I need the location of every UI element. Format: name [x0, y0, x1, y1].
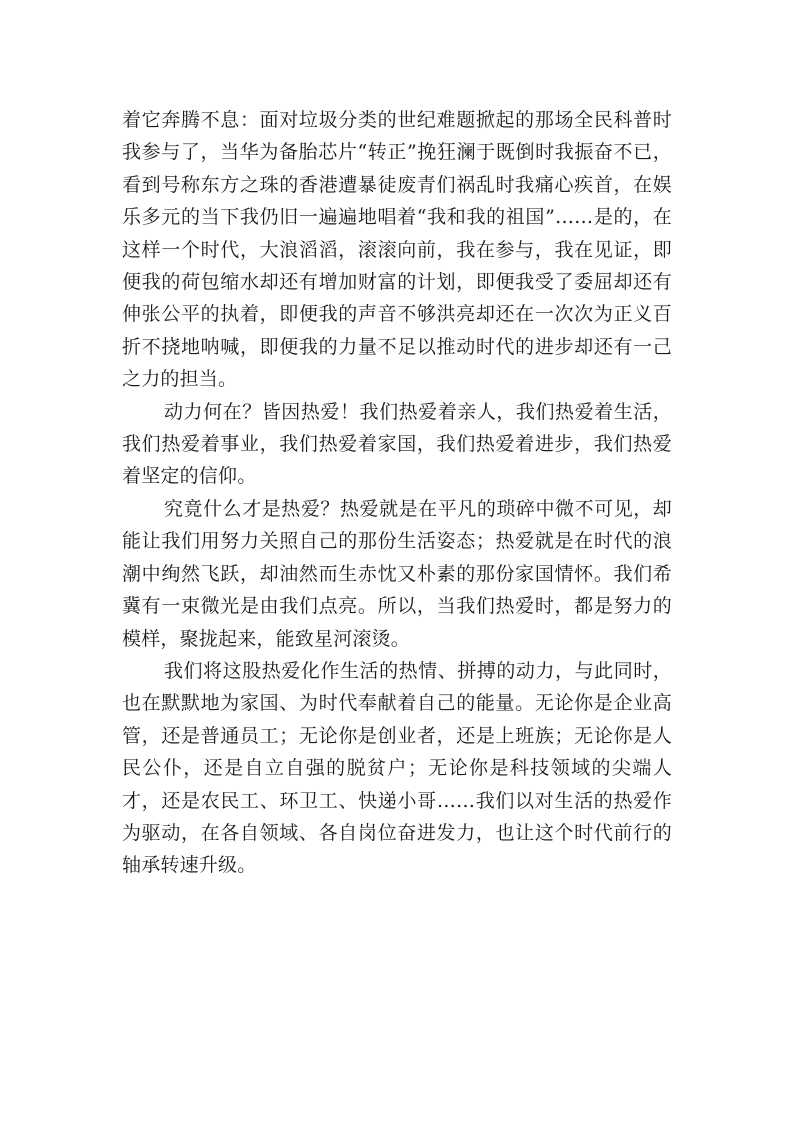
- paragraph-3: 究竟什么才是热爱？热爱就是在平凡的琐碎中微不可见，却能让我们用努力关照自己的那份生活姿态；热爱就是在时代的浪潮中绚然飞跃，却油然而生赤忱又朴素的那份家国情怀。我们希冀有一束微光是由我们点亮。所以，当我们热爱时，都是努力的模样，聚拢起来，能致星河滚烫。: [122, 497, 672, 650]
- document-body: [122, 104, 672, 882]
- paragraph-1: 着它奔腾不息：面对垃圾分类的世纪难题掀起的那场全民科普时我参与了，当华为备胎芯片“转正”挽狂澜于既倒时我振奋不已，看到号称东方之珠的香港遭暴徒废青们祸乱时我痛心疾首，在娱乐多元的当下我仍旧一遍遍地唱着“我和我的祖国”……是的，在这样一个时代，大浪滔滔，滚滚向前，我在参与，我在见证，即便我的荷包缩水却还有增加财富的计划，即便我受了委屈却还有伸张公平的执着，即便我的声音不够洪亮却还在一次次为正义百折不挠地呐喊，即便我的力量不足以推动时代的进步却还有一己之力的担当。: [122, 109, 672, 391]
- paragraph-4: 我们将这股热爱化作生活的热情、拼搏的动力，与此同时，也在默默地为家国、为时代奉献着自己的能量。无论你是企业高管，还是普通员工；无论你是创业者，还是上班族；无论你是人民公仆，还是自立自强的脱贫户；无论你是科技领域的尖端人才，还是农民工、环卫工、快递小哥……我们以对生活的热爱作为驱动，在各自领域、各自岗位奋进发力，也让这个时代前行的轴承转速升级。: [122, 659, 672, 877]
- paragraph-2: 动力何在？皆因热爱！我们热爱着亲人，我们热爱着生活，我们热爱着事业，我们热爱着家国，我们热爱着进步，我们热爱着坚定的信仰。: [122, 400, 672, 488]
